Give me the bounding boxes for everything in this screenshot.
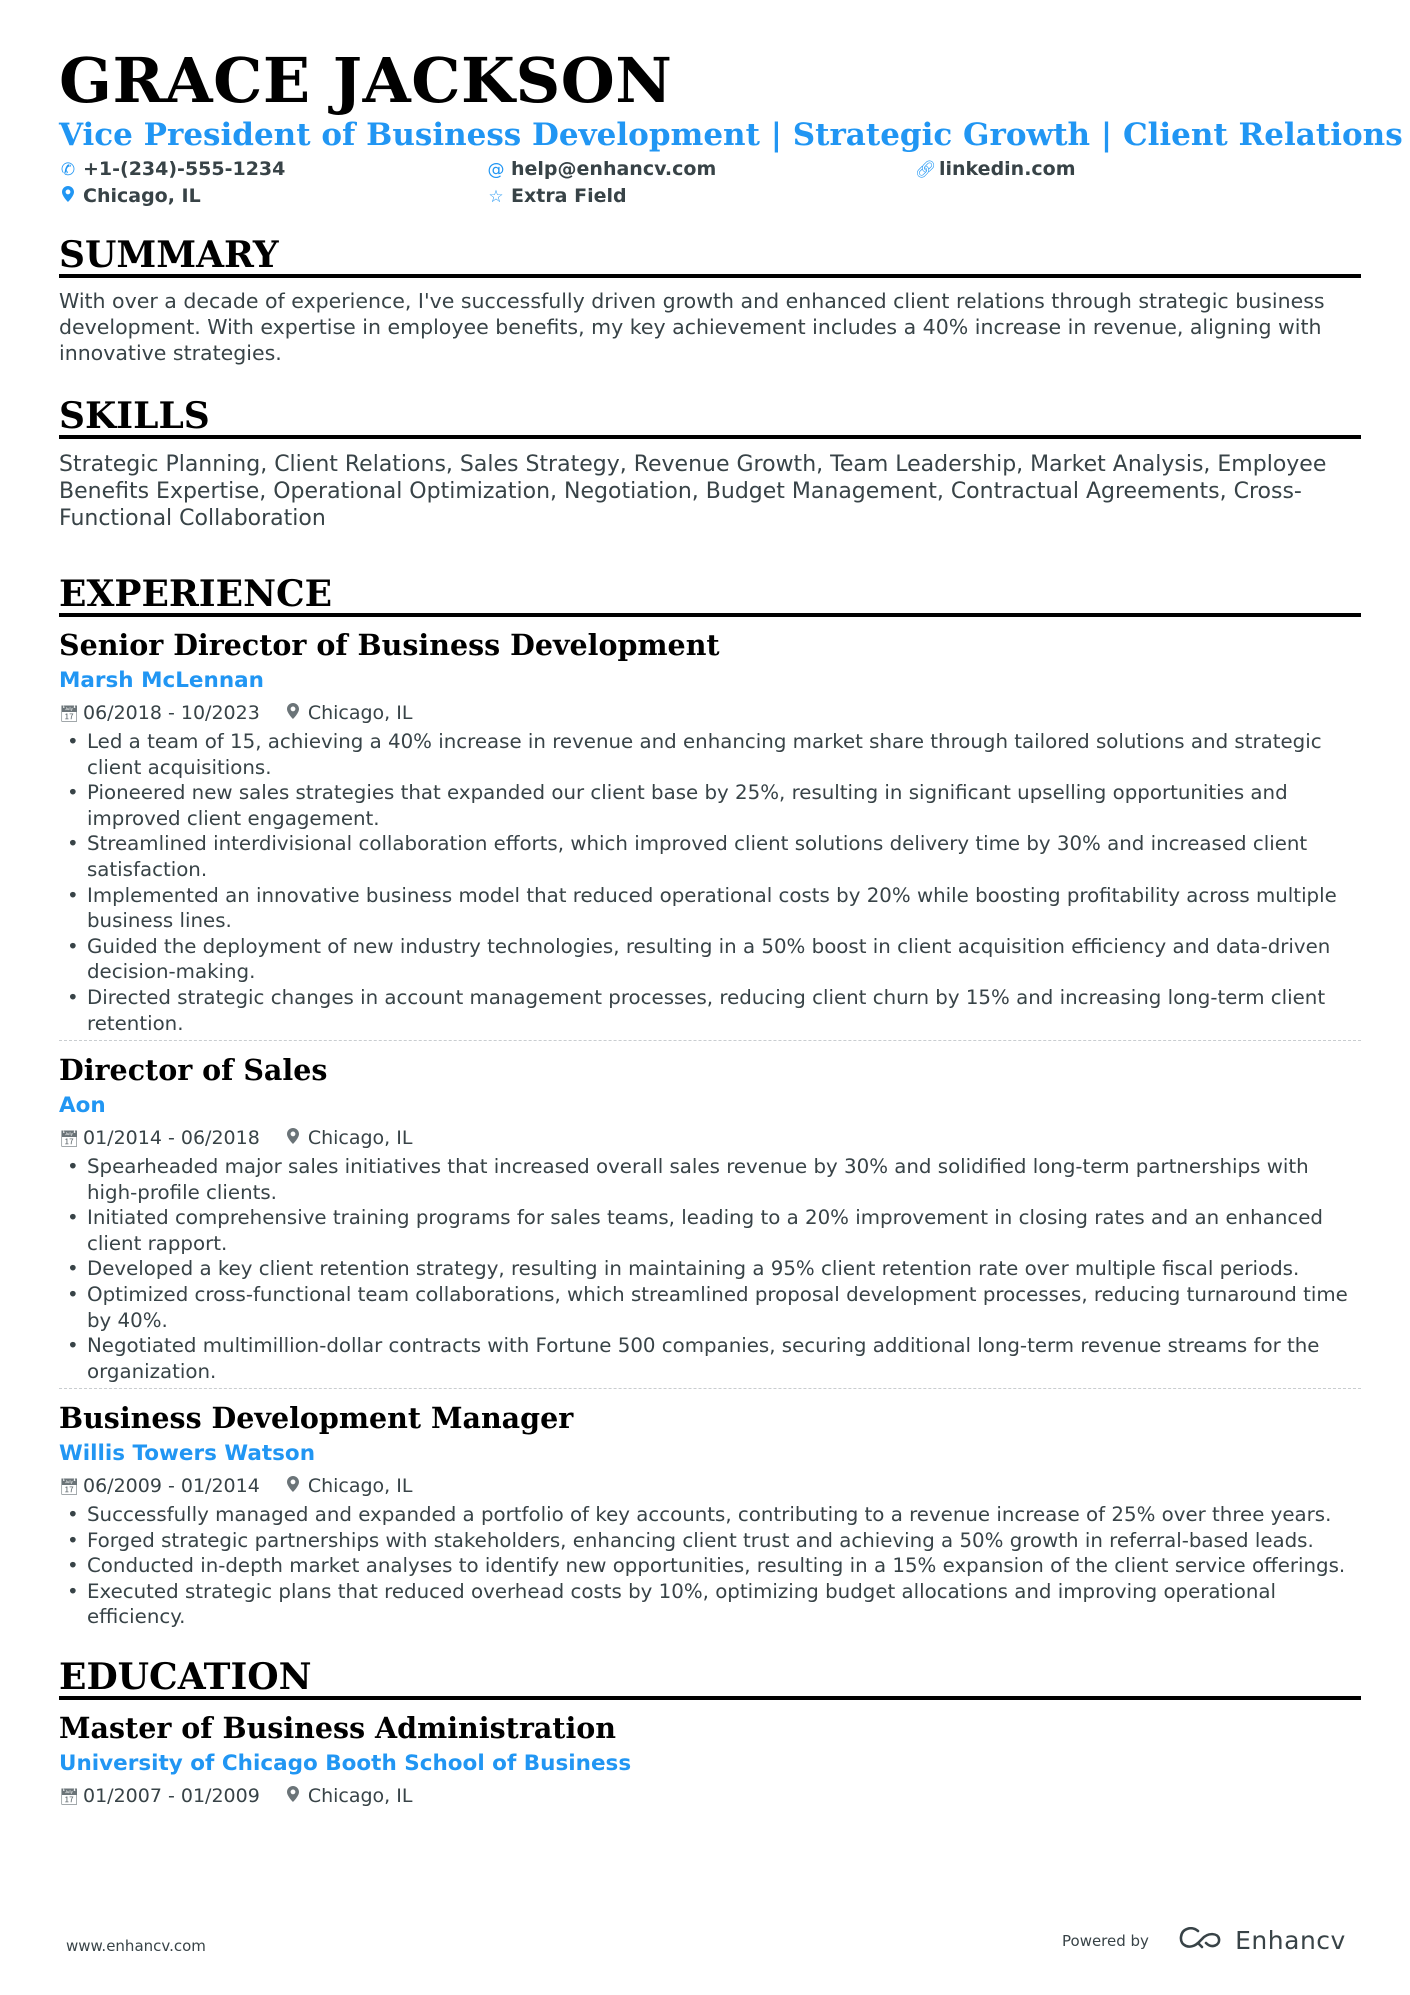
- company-name[interactable]: Marsh McLennan: [59, 668, 264, 693]
- contact-phone[interactable]: [59, 156, 285, 183]
- contact-extra: [487, 183, 627, 210]
- skills-text: Strategic Planning, Client Relations, Sales Strategy, Revenue Growth, Team Leadership, Market Analysis, Employee Benefits Expertise, Operational Optimization, Negotiation, Budget Management, Contractual Agreements, Cross-Functional Collaboration: [59, 452, 1327, 531]
- contact-location: [59, 183, 201, 210]
- calendar-icon: 📅︎: [59, 704, 80, 723]
- map-pin-icon: [284, 1474, 302, 1500]
- degree-title: Master of Business Administration: [59, 1711, 617, 1745]
- job-bullet: • Optimized cross-functional team collaborations, which streamlined proposal development processes, reducing turnaround time by 40%.: [59, 1282, 1361, 1333]
- job-bullets: [59, 729, 1361, 1036]
- job-bullet: • Executed strategic plans that reduced overhead costs by 10%, optimizing budget allocations and improving operational efficiency.: [59, 1579, 1361, 1630]
- job-meta: [59, 1473, 1361, 1500]
- experience-entry: [59, 1052, 1361, 1384]
- contact-email-text: help@enhancv.com: [511, 158, 717, 180]
- enhancv-brand: Enhancv: [1235, 1926, 1346, 1955]
- job-title: Business Development Manager: [59, 1401, 574, 1435]
- headline: Vice President of Business Development | Strategic Growth | Client Relations: [59, 117, 1403, 153]
- job-bullet: • Guided the deployment of new industry technologies, resulting in a 50% boost in client acquisition efficiency and data-driven decision-making.: [59, 934, 1361, 985]
- calendar-icon: 📅︎: [59, 1787, 80, 1806]
- job-bullet: • Negotiated multimillion-dollar contracts with Fortune 500 companies, securing additional long-term revenue streams for the organization.: [59, 1333, 1361, 1384]
- calendar-icon: 📅︎: [59, 1477, 80, 1496]
- company-name[interactable]: Aon: [59, 1093, 106, 1118]
- contact-linkedin[interactable]: [915, 156, 1076, 183]
- at-icon: @: [487, 160, 505, 180]
- experience-entry: [59, 1400, 1361, 1630]
- job-meta: [59, 700, 1361, 727]
- job-bullet: • Led a team of 15, achieving a 40% increase in revenue and enhancing market share through tailored solutions and strategic client acquisitions.: [59, 729, 1361, 780]
- job-bullet: • Conducted in-depth market analyses to identify new opportunities, resulting in a 15% expansion of the client service offerings.: [59, 1553, 1361, 1579]
- summary-text: With over a decade of experience, I've successfully driven growth and enhanced client relations through strategic business development. With expertise in employee benefits, my key achievement includes a 40% increase in revenue, aligning with innovative strategies.: [59, 289, 1325, 365]
- job-dates: 06/2009 - 01/2014: [83, 1475, 260, 1497]
- skills-divider: [59, 435, 1361, 439]
- star-icon: ☆: [488, 187, 504, 207]
- map-pin-icon: [284, 701, 302, 727]
- education-divider: [59, 1696, 1361, 1700]
- school-name[interactable]: University of Chicago Booth School of Business: [59, 1751, 632, 1776]
- link-icon: 🔗︎: [915, 160, 937, 180]
- job-bullet: • Implemented an innovative business model that reduced operational costs by 20% while boosting profitability across multiple business lines.: [59, 883, 1361, 934]
- job-location: Chicago, IL: [307, 702, 413, 724]
- map-pin-icon: [284, 1784, 302, 1810]
- job-bullets: [59, 1154, 1361, 1384]
- summary-title: SUMMARY: [59, 234, 279, 276]
- calendar-icon: 📅︎: [59, 1129, 80, 1148]
- contact-linkedin-text: linkedin.com: [939, 158, 1076, 180]
- powered-by-label: Powered by: [1062, 1931, 1149, 1950]
- company-name[interactable]: Willis Towers Watson: [59, 1441, 315, 1466]
- education-dates: 01/2007 - 01/2009: [83, 1785, 260, 1807]
- experience-entry: [59, 627, 1361, 1036]
- contact-phone-text: +1-(234)-555-1234: [83, 158, 286, 180]
- contact-location-text: Chicago, IL: [83, 185, 201, 207]
- job-bullet: • Directed strategic changes in account management processes, reducing client churn by 15% and increasing long-term client retention.: [59, 985, 1361, 1036]
- job-title: Director of Sales: [59, 1053, 328, 1087]
- skills-title: SKILLS: [59, 395, 210, 437]
- contact-extra-text: Extra Field: [511, 185, 627, 207]
- job-bullet: • Pioneered new sales strategies that expanded our client base by 25%, resulting in significant upselling opportunities and improved client engagement.: [59, 780, 1361, 831]
- entry-divider: [59, 1388, 1361, 1389]
- map-pin-icon: [59, 184, 77, 210]
- candidate-name: GRACE JACKSON: [59, 44, 673, 117]
- summary-divider: [59, 274, 1361, 278]
- job-meta: [59, 1125, 1361, 1152]
- job-bullet: • Successfully managed and expanded a portfolio of key accounts, contributing to a revenue increase of 25% over three years.: [59, 1502, 1361, 1528]
- experience-divider: [59, 613, 1361, 617]
- job-dates: 01/2014 - 06/2018: [83, 1127, 260, 1149]
- job-location: Chicago, IL: [307, 1475, 413, 1497]
- education-meta: [59, 1783, 1361, 1810]
- job-bullet: • Developed a key client retention strategy, resulting in maintaining a 95% client retention rate over multiple fiscal periods.: [59, 1256, 1361, 1282]
- enhancv-logo-icon: [1178, 1927, 1222, 1955]
- education-entry: [59, 1710, 1361, 1810]
- job-dates: 06/2018 - 10/2023: [83, 702, 260, 724]
- map-pin-icon: [284, 1126, 302, 1152]
- experience-title: EXPERIENCE: [59, 573, 333, 615]
- education-title: EDUCATION: [59, 1656, 312, 1698]
- job-bullet: • Streamlined interdivisional collaboration efforts, which improved client solutions delivery time by 30% and increased client satisfaction.: [59, 831, 1361, 882]
- entry-divider: [59, 1040, 1361, 1041]
- job-title: Senior Director of Business Development: [59, 628, 720, 662]
- footer-branding[interactable]: [1062, 1926, 1346, 1960]
- job-bullet: • Spearheaded major sales initiatives that increased overall sales revenue by 30% and solidified long-term partnerships with high-profile clients.: [59, 1154, 1361, 1205]
- phone-icon: ✆: [60, 160, 76, 180]
- contact-email[interactable]: [487, 156, 716, 183]
- job-bullets: [59, 1502, 1361, 1630]
- job-location: Chicago, IL: [307, 1127, 413, 1149]
- footer-website[interactable]: www.enhancv.com: [66, 1937, 206, 1955]
- job-bullet: • Forged strategic partnerships with stakeholders, enhancing client trust and achieving a 50% growth in referral-based leads.: [59, 1528, 1361, 1554]
- job-bullet: • Initiated comprehensive training programs for sales teams, leading to a 20% improvement in closing rates and an enhanced client rapport.: [59, 1205, 1361, 1256]
- education-location: Chicago, IL: [307, 1785, 413, 1807]
